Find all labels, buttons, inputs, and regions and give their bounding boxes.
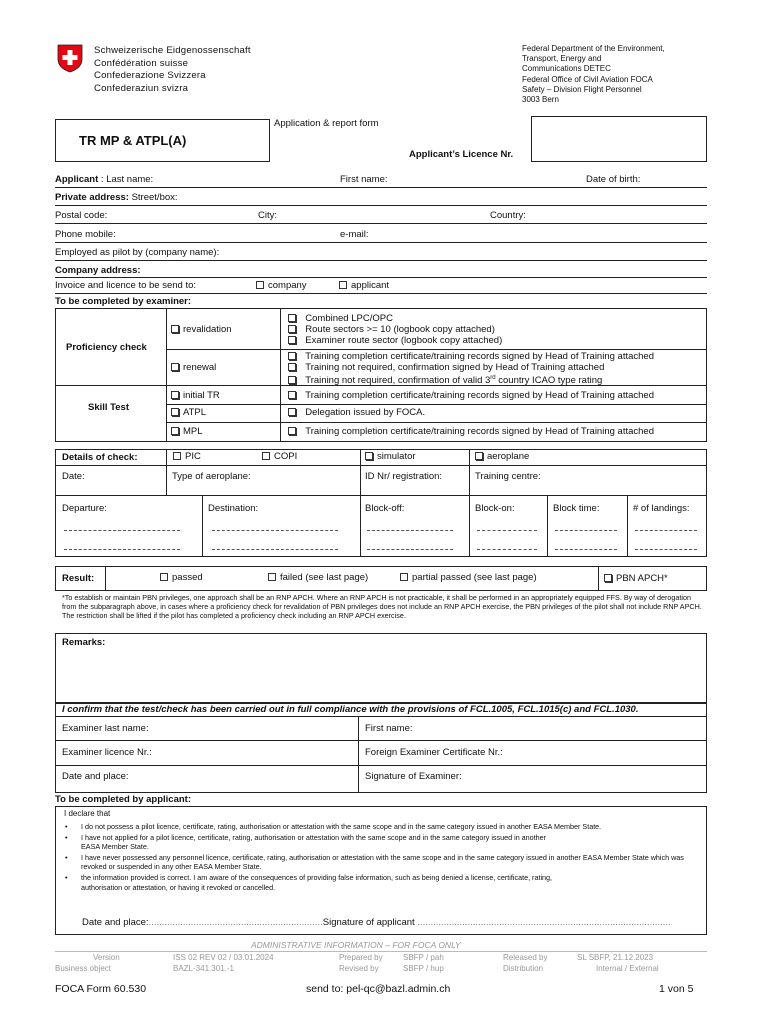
block-time-label: Block time: [553,503,600,514]
checkbox-icon[interactable] [268,573,276,581]
renewal-option[interactable]: renewal [171,362,216,373]
confirm-statement: I confirm that the test/check has been carried out in full compliance with the provisions of FCL.1005, FCL.1015(c) and FCL.1030. [62,704,639,715]
destination-label: Destination: [208,503,259,514]
checkbox-icon[interactable] [288,376,296,384]
distribution-label: Distribution [503,964,544,973]
checkbox-icon[interactable] [171,363,179,371]
licence-number-field[interactable] [531,116,707,162]
failed-option[interactable]: failed (see last page) [268,572,368,583]
list-item: • I do not possess a pilot licence, certificate, rating, authorisation or attestation with the same scope and in the same category issued in another EASA Member State. [55,822,695,832]
training-centre-label: Training centre: [475,471,541,482]
confederation-name: Schweizerische Eidgenossenschaft Confédération suisse Confederazione Svizzera Confederaziun svizra [94,45,251,94]
phone-label: Phone mobile: [55,229,116,240]
id-label: ID Nr/ registration: [365,471,443,482]
date-label: Date: [62,471,85,482]
atpl-option[interactable]: ATPL [171,407,206,418]
checkbox-icon[interactable] [288,314,296,322]
list-item: • the information provided is correct. I am aware of the consequences of providing false information, such as being denied a license, certificate, rating, authorisation or attestation, or having it revoked or cancelled. [55,873,695,892]
revalidation-items [288,313,502,346]
checkbox-icon[interactable] [288,408,296,416]
examiner-heading: To be completed by examiner: [55,296,192,307]
form-number: FOCA Form 60.530 [55,983,147,995]
renewal-item[interactable]: Training not required, confirmation signed by Head of Training attached [288,362,654,373]
checkbox-icon[interactable] [171,408,179,416]
examiner-licence-label: Examiner licence Nr.: [62,747,152,758]
applicant-date-place[interactable]: Date and place:..................................................................Signature of applicant ................................................................................................ [82,917,671,928]
aeroplane-option[interactable]: aeroplane [475,451,529,462]
pbn-note: *To establish or maintain PBN privileges, one approach shall be an RNP APCH. Where an RNP APCH is not practicable, it shall be performed in an appropriately equipped FFS. By way of derogation from the subparagraph above, in cases where a proficiency check for revalidation of PBN privileges does not include an RNP APCH exercise, the PBN privileges of the pilot shall not include RNP APCH. The restriction shall be lifted if the pilot has completed a proficiency check including an RNP APCH exercise. [62,593,702,620]
postal-label: Postal code: [55,210,108,221]
checkbox-icon[interactable] [288,336,296,344]
revised-value: SBFP / hup [403,964,444,973]
initial-tr-item[interactable]: Training completion certificate/training records signed by Head of Training attached [288,390,654,401]
invoice-label: Invoice and licence to be send to: [55,280,197,291]
country-label: Country: [490,210,526,221]
block-time-field-1[interactable] [555,530,617,531]
prepared-label: Prepared by [339,953,383,962]
examiner-last-name-label: Examiner last name: [62,723,149,734]
block-off-field-1[interactable] [367,530,453,531]
checkbox-icon[interactable] [288,352,296,360]
renewal-item[interactable]: Training not required, confirmation of valid 3rd country ICAO type rating [288,373,654,386]
company-address-line[interactable] [55,277,707,278]
remarks-label: Remarks: [62,637,106,648]
departure-field-1[interactable] [64,530,180,531]
checkbox-icon[interactable] [171,427,179,435]
checkbox-icon[interactable] [288,363,296,371]
admin-title: ADMINISTRATIVE INFORMATION – FOR FOCA ONLY [251,940,461,950]
reval-item[interactable]: Combined LPC/OPC [288,313,502,324]
departure-field-2[interactable] [64,549,180,550]
block-off-label: Block-off: [365,503,405,514]
released-label: Released by [503,953,548,962]
version-label: Version [93,953,120,962]
examiner-date-place-label: Date and place: [62,771,129,782]
version-value: ISS 02 REV 02 / 03.01.2024 [173,953,274,962]
destination-field-1[interactable] [212,530,338,531]
foreign-cert-label: Foreign Examiner Certificate Nr.: [365,747,503,758]
checkbox-icon[interactable] [475,452,483,460]
reval-item[interactable]: Examiner route sector (logbook copy attached) [288,335,502,346]
checkbox-icon[interactable] [288,391,296,399]
private-address-line[interactable] [55,205,707,206]
swiss-coat-of-arms-icon [57,44,83,73]
business-value: BAZL-341.301.-1 [173,964,234,973]
licence-label: Applicant’s Licence Nr. [409,149,514,160]
list-item: • I have never possessed any personnel licence, certificate, rating, authorisation or attestation with the same scope and in the same category issued in another EASA Member State which was revoked or suspended in any other EASA Member State. [55,853,695,872]
revalidation-option[interactable]: revalidation [171,324,232,335]
departure-label: Departure: [62,503,107,514]
checkbox-icon[interactable] [288,325,296,333]
distribution-value: Internal / External [596,964,659,973]
mpl-option[interactable]: MPL [171,426,203,437]
reval-item[interactable]: Route sectors >= 10 (logbook copy attached) [288,324,502,335]
business-label: Business object [55,964,112,973]
landings-field-2[interactable] [635,549,697,550]
email-label: e-mail: [340,229,369,240]
block-on-field-2[interactable] [477,549,537,550]
simulator-option[interactable]: simulator [365,451,416,462]
initial-tr-option[interactable]: initial TR [171,390,220,401]
renewal-item[interactable]: Training completion certificate/training records signed by Head of Training attached [288,351,654,362]
declaration-list [55,822,695,892]
proficiency-check-label: Proficiency check [66,342,147,353]
checkbox-icon[interactable] [339,281,347,289]
form-subtitle: Application & report form [274,118,379,129]
checkbox-icon[interactable] [400,573,408,581]
dob-label: Date of birth: [586,174,641,185]
invoice-company-option[interactable]: company [256,280,307,291]
checkbox-icon[interactable] [365,452,373,460]
agency-address: Federal Department of the Environment, Transport, Energy and Communications DETEC Federal Office of Civil Aviation FOCA Safety – Division Flight Personnel 3003 Bern [522,44,665,105]
checkbox-icon[interactable] [256,281,264,289]
invoice-applicant-option[interactable]: applicant [339,280,389,291]
send-to-email[interactable]: send to: pel-qc@bazl.admin.ch [306,983,451,995]
atpl-item[interactable]: Delegation issued by FOCA. [288,407,425,418]
remarks-box[interactable] [55,633,707,703]
partial-option[interactable]: partial passed (see last page) [400,572,537,583]
pbn-option[interactable]: PBN APCH* [604,573,668,584]
type-label: Type of aeroplane: [172,471,251,482]
block-on-label: Block-on: [475,503,515,514]
revised-label: Revised by [339,964,379,973]
pic-option[interactable]: PIC [173,451,201,462]
applicant-name-line[interactable] [55,187,707,188]
checkbox-icon[interactable] [171,325,179,333]
employed-line[interactable] [55,260,707,261]
employed-label: Employed as pilot by (company name): [55,247,220,258]
invoice-line [55,293,707,294]
result-label: Result: [62,573,95,584]
checkbox-icon[interactable] [288,427,296,435]
details-label: Details of check: [62,452,138,463]
copi-option[interactable]: COPI [262,451,297,462]
first-name-label: First name: [340,174,388,185]
declare-text: I declare that [64,809,111,818]
form-title: TR MP & ATPL(A) [79,133,187,148]
list-item: • I have not applied for a pilot licence, certificate, rating, authorisation or attestation with the same scope and in the same category issued in another EASA Member State. [55,833,695,852]
landings-label: # of landings: [633,503,690,514]
checkbox-icon[interactable] [171,391,179,399]
block-on-field-1[interactable] [477,530,537,531]
block-time-field-2[interactable] [555,549,617,550]
applicant-row: Applicant : Last name: [55,174,154,185]
company-address-label: Company address: [55,265,141,276]
destination-field-2[interactable] [212,549,338,550]
postal-line[interactable] [55,223,707,224]
checkbox-icon[interactable] [173,452,181,460]
city-label: City: [258,210,277,221]
examiner-first-name-label: First name: [365,723,413,734]
checkbox-icon[interactable] [604,574,612,582]
renewal-items [288,351,654,386]
applicant-heading: To be completed by applicant: [55,794,192,805]
mpl-item[interactable]: Training completion certificate/training records signed by Head of Training attached [288,426,654,437]
page-number: 1 von 5 [659,983,694,995]
phone-line[interactable] [55,242,707,243]
checkbox-icon[interactable] [262,452,270,460]
checkbox-icon[interactable] [160,573,168,581]
block-off-field-2[interactable] [367,549,453,550]
passed-option[interactable]: passed [160,572,203,583]
released-value: SL SBFP, 21.12.2023 [577,953,654,962]
examiner-signature-label: Signature of Examiner: [365,771,462,782]
prepared-value: SBFP / pah [403,953,444,962]
skill-test-label: Skill Test [88,402,130,413]
private-address-row: Private address: Street/box: [55,192,178,203]
landings-field-1[interactable] [635,530,697,531]
